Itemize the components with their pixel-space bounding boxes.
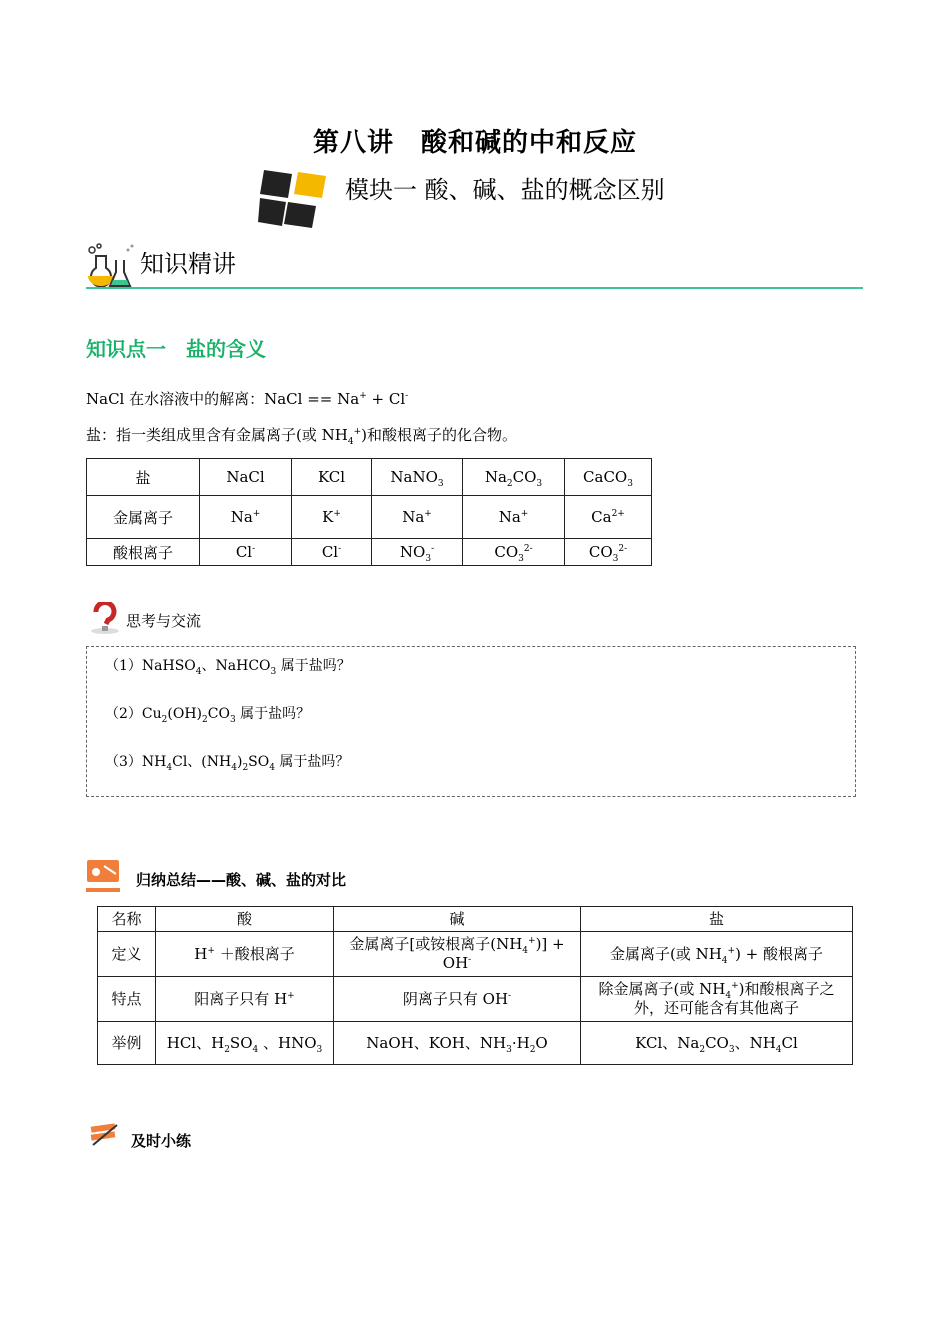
question-1: （1）NaHSO$_4$、NaHCO$_3$ 属于盐吗？ bbox=[105, 658, 351, 677]
table-cell: Na+ bbox=[200, 496, 292, 539]
table-cell: H+ ＋酸根离子 bbox=[156, 932, 334, 977]
table-cell: $NO_3^-$ bbox=[372, 539, 463, 566]
salt-definition bbox=[86, 424, 517, 445]
table-row bbox=[98, 932, 853, 977]
table-cell: 阳离子只有 H+ bbox=[156, 977, 334, 1022]
module-title: 模块一 酸、碱、盐的概念区别 bbox=[345, 176, 665, 204]
header-cell: 名称 bbox=[98, 907, 156, 932]
table-cell: 除金属离子(或 $NH_4^+$)和酸根离子之 外，还可能含有其他离子 bbox=[581, 977, 853, 1022]
ionization-line bbox=[86, 388, 408, 409]
table-cell: Na+ bbox=[372, 496, 463, 539]
table-cell: $CO_3^{2-}$ bbox=[565, 539, 652, 566]
practice-label: 及时小练 bbox=[131, 1132, 192, 1150]
table-cell: K+ bbox=[292, 496, 372, 539]
superscript: + bbox=[353, 427, 362, 437]
row-header: 盐 bbox=[87, 459, 200, 496]
table-cell: NaCl bbox=[200, 459, 292, 496]
table-row bbox=[87, 539, 652, 566]
row-header: 举例 bbox=[98, 1022, 156, 1065]
table-cell: HCl、$H_2SO_4$ 、$HNO_3$ bbox=[156, 1022, 334, 1065]
table-cell: $Na_2CO_3$ bbox=[463, 459, 565, 496]
ion-charge: + bbox=[359, 391, 367, 401]
salt-table bbox=[86, 458, 652, 566]
table-row bbox=[98, 977, 853, 1022]
subscript: 4 bbox=[347, 437, 354, 447]
table-row bbox=[98, 1022, 853, 1065]
think-box bbox=[86, 646, 856, 797]
think-label: 思考与交流 bbox=[126, 612, 202, 630]
ionization-text-cl: + Cl bbox=[366, 390, 406, 408]
table-cell: Cl- bbox=[200, 539, 292, 566]
table-header-row bbox=[98, 907, 853, 932]
header-cell: 盐 bbox=[581, 907, 853, 932]
table-cell: Cl- bbox=[292, 539, 372, 566]
ionization-text: NaCl 在水溶液中的解离：NaCl == Na bbox=[86, 390, 360, 408]
header-cell: 碱 bbox=[334, 907, 581, 932]
question-icon bbox=[88, 602, 122, 634]
section-divider bbox=[86, 287, 863, 289]
row-header: 定义 bbox=[98, 932, 156, 977]
question-3: $(3)NH_4Cl$、$(NH_4)_2SO_4$ 属于盐吗？ bbox=[105, 754, 350, 773]
table-cell: 金属离子(或 $NH_4^+$) + 酸根离子 bbox=[581, 932, 853, 977]
table-cell: CaCO$_3$ bbox=[565, 459, 652, 496]
table-cell: KCl bbox=[292, 459, 372, 496]
summary-icon bbox=[86, 858, 120, 892]
table-cell: $Ca^{2+}$ bbox=[565, 496, 652, 539]
lecture-title: 第八讲 酸和碱的中和反应 bbox=[312, 128, 637, 158]
table-cell: NaOH、KOH、$NH_3\cdot H_2O$ bbox=[334, 1022, 581, 1065]
pencil-icon bbox=[89, 1121, 121, 1147]
table-cell: 金属离子[或铵根离子$(NH_4^+)$] + OH- bbox=[334, 932, 581, 977]
definition-text: 盐：指一类组成里含有金属离子(或 NH bbox=[86, 426, 348, 444]
question-2: $(2)Cu_2(OH)_2CO_3$ 属于盐吗？ bbox=[105, 706, 311, 725]
table-row bbox=[87, 459, 652, 496]
row-header: 特点 bbox=[98, 977, 156, 1022]
summary-label: 归纳总结——酸、碱、盐的对比 bbox=[136, 871, 347, 889]
knowledge-point-heading: 知识点一 盐的含义 bbox=[86, 337, 266, 361]
table-cell: 阴离子只有 OH- bbox=[334, 977, 581, 1022]
table-cell: KCl、$Na_2CO_3$、$NH_4Cl$ bbox=[581, 1022, 853, 1065]
table-cell: $CO_3^{2-}$ bbox=[463, 539, 565, 566]
definition-text-end: )和酸根离子的化合物。 bbox=[361, 426, 517, 444]
row-header: 酸根离子 bbox=[87, 539, 200, 566]
table-cell: Na+ bbox=[463, 496, 565, 539]
flask-icon bbox=[86, 242, 134, 288]
row-header: 金属离子 bbox=[87, 496, 200, 539]
section-title: 知识精讲 bbox=[140, 250, 236, 278]
section-header bbox=[86, 240, 863, 292]
module-logo-icon bbox=[258, 168, 328, 228]
header-cell: 酸 bbox=[156, 907, 334, 932]
ion-charge: - bbox=[405, 391, 409, 401]
comparison-table bbox=[97, 906, 853, 1065]
table-cell: NaNO$_3$ bbox=[372, 459, 463, 496]
table-row bbox=[87, 496, 652, 539]
